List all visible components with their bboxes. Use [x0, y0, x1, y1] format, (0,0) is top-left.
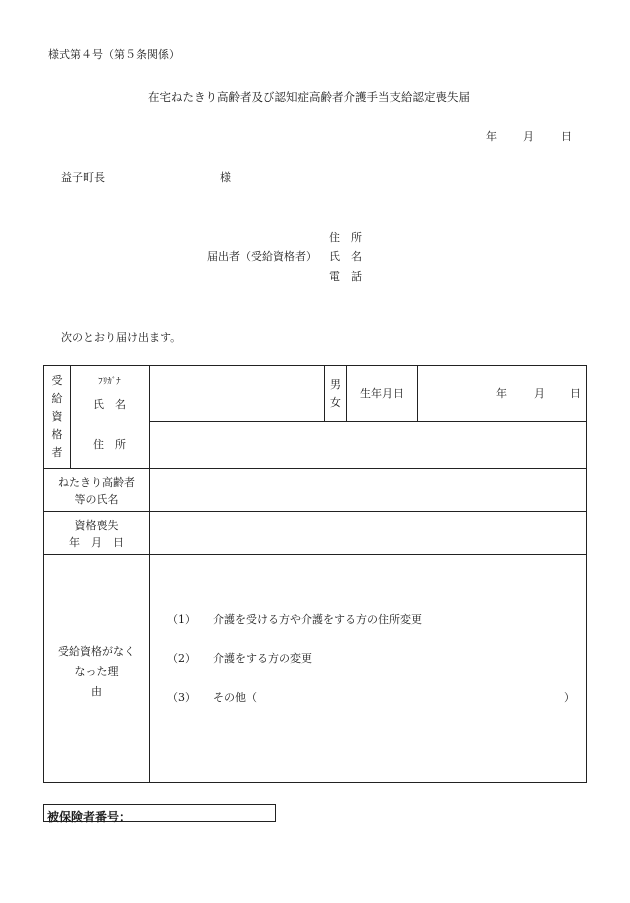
reason-1-text[interactable]: 介護を受ける方や介護をする方の住所変更: [213, 613, 422, 626]
row-line: [44, 554, 587, 555]
applicant-address-label: 住 所: [329, 231, 362, 244]
sex-label: 男 女: [330, 378, 341, 409]
reason-1-number: （1）: [167, 613, 196, 626]
reason-2-text[interactable]: 介護をする方の変更: [213, 652, 312, 665]
col-line: [417, 366, 418, 421]
insured-number-box[interactable]: [43, 804, 276, 822]
address-label: 住 所: [93, 438, 126, 451]
loss-date-field[interactable]: [150, 512, 587, 554]
reason-2-number: （2）: [167, 652, 196, 665]
reason-3-close-paren: ）: [564, 691, 575, 704]
insured-number-label: 被保険者番号：: [47, 810, 132, 824]
name-label: 氏 名: [93, 398, 126, 411]
birth-month-label: 月: [534, 387, 545, 400]
recipient-label: 受 給 資 格 者: [51, 374, 63, 459]
birth-day-label: 日: [570, 387, 581, 400]
form-table: [43, 365, 587, 783]
intro-text: 次のとおり届け出ます。: [61, 331, 182, 344]
addressee-name: 益子町長: [61, 171, 105, 184]
address-field[interactable]: [150, 422, 587, 468]
addressee-suffix: 様: [220, 171, 231, 184]
date-day-label: 日: [561, 130, 572, 143]
loss-date-label: 資格喪失 年 月 日: [69, 519, 124, 549]
date-year-label: 年: [486, 130, 497, 143]
form-number: 様式第４号（第５条関係）: [48, 48, 180, 61]
date-month-label: 月: [523, 130, 534, 143]
birthdate-label: 生年月日: [360, 387, 404, 400]
applicant-label: 届出者（受給資格者）: [207, 250, 317, 263]
applicant-phone-label: 電 話: [329, 270, 362, 283]
reason-3-number: （3）: [167, 691, 196, 704]
birth-year-label: 年: [496, 387, 507, 400]
bedridden-name-field[interactable]: [150, 469, 587, 511]
furigana-label: ﾌﾘｶﾞﾅ: [98, 377, 121, 387]
bedridden-name-label: ねたきり高齢者 等の氏名: [58, 476, 135, 506]
reason-label: 受給資格がなく なった理 由: [58, 645, 135, 698]
name-field[interactable]: [150, 366, 324, 421]
page-title: 在宅ねたきり高齢者及び認知症高齢者介護手当支給認定喪失届: [148, 90, 470, 104]
applicant-name-label: 氏 名: [329, 250, 362, 263]
reason-3-text[interactable]: その他（: [213, 691, 257, 704]
